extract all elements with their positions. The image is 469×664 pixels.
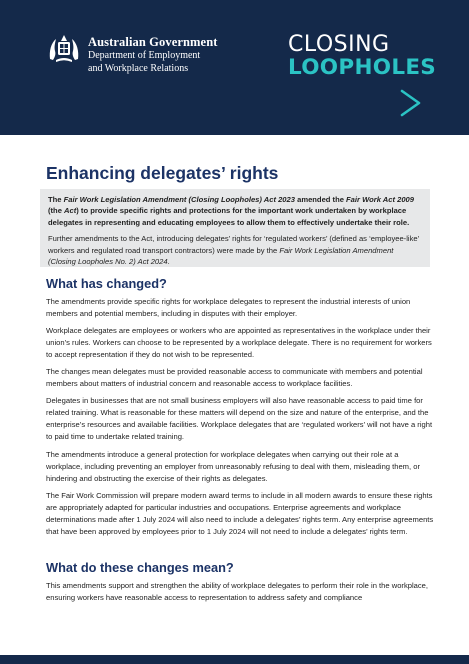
header-banner [0, 0, 469, 135]
section-heading-what-do-these-changes-mean: What do these changes mean? [46, 560, 234, 575]
intro-paragraph-2 [48, 233, 422, 267]
body-paragraph: This amendments support and strengthen the ability of workplace delegates to perform their role in the workplace, ensuring workers have reasonable access to representation to address safety and compliance [46, 581, 429, 602]
intro-text: The [48, 195, 64, 204]
act-title: Fair Work Legislation Amendment (Closing Loopholes No. 2) Act 2024 [48, 245, 394, 267]
body-paragraph: Delegates in businesses that are not small business employers will also have reasonable access to paid time for related training. What is reasonable for these matters will depend on the size and nature of the enterprise, and the enterprise’s resources and available facilities. Workplace delegates that are ‘regulated workers’ will not have a right to paid time to undertake related training. [46, 396, 433, 441]
dept-line-1: Department of Employment [88, 50, 201, 61]
chevron-right-icon [397, 88, 425, 118]
section-heading-what-has-changed: What has changed? [46, 276, 167, 291]
intro-text: amended the [294, 195, 347, 204]
body-paragraph: The Fair Work Commission will prepare modern award terms to include in all modern awards to ensure these rights are appropriately adapted for particular industries and occupations. Enterprise agreements and workplace determinations made after 1 July 2024 will also need to include a delegates’ rights term. Any enterprise agreements that have been approved by employees prior to 1 July 2024 will not need to include a delegates’ rights term. [46, 491, 434, 536]
intro-text: (the [48, 206, 65, 216]
government-logo-text [88, 35, 218, 74]
dept-line-2: and Workplace Relations [88, 62, 189, 74]
body-paragraph: The amendments introduce a general protection for workplace delegates when carrying out their role at a workplace, including preventing an employer from unreasonably refusing to deal with them, misleading them, or hindering and obstructing the exercise of their rights as delegates. [46, 450, 420, 483]
act-short-title: Act [64, 206, 77, 216]
page-title: Enhancing delegates’ rights [46, 163, 279, 183]
coat-of-arms-icon [46, 33, 82, 63]
gov-name: Australian Government [88, 35, 218, 49]
campaign-title-line-1: CLOSING [288, 32, 390, 57]
intro-paragraph-1 [48, 194, 422, 228]
intro-text: Further amendments to the Act, introducing delegates’ rights for ‘regulated workers’ (defined as ‘employee-like’ workers and regulated road transport contractors) were made by the [48, 234, 420, 255]
intro-box [40, 189, 430, 267]
intro-text: ) to provide specific rights and protections for the important work undertaken by workplace delegates in representing and educating employees to allow them to effectively undertake their role. [48, 206, 410, 227]
act-title: Fair Work Act 2009 [346, 195, 414, 204]
intro-text: . [167, 257, 170, 267]
body-paragraph: Workplace delegates are employees or workers who are appointed as representatives in the workplace under their union’s rules. Workers can choose to be represented by a workplace delegate. There is no requirement for workers to accept representation if they do not wish to be represented. [46, 326, 432, 359]
campaign-title-line-2: LOOPHOLES [288, 55, 437, 80]
footer-bar [0, 655, 469, 664]
body-paragraph: The changes mean delegates must be provided reasonable access to communicate with members and potential members about matters of industrial concern and reasonable access to workplace facilities. [46, 367, 423, 388]
body-paragraph: The amendments provide specific rights for workplace delegates to represent the industrial interests of union members and potential members, including in disputes with their employer. [46, 297, 411, 318]
act-title: Fair Work Legislation Amendment (Closing Loopholes) Act 2023 [63, 195, 295, 204]
